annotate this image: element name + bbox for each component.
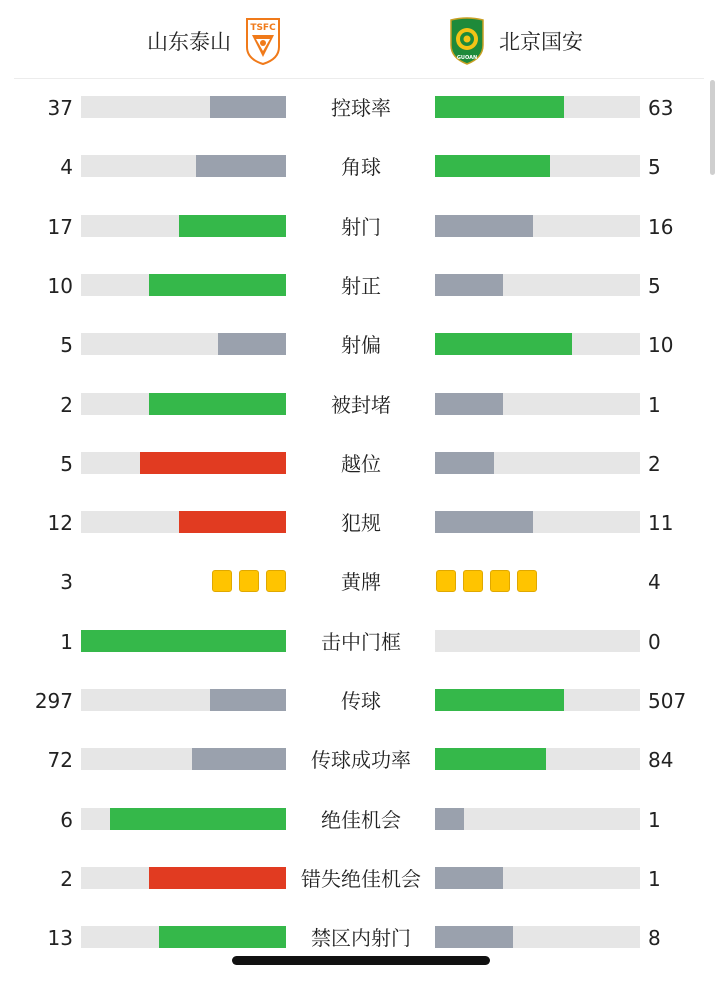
home-value: 3 xyxy=(60,570,73,595)
away-bar-track xyxy=(435,215,640,237)
away-team-name: 北京国安 xyxy=(499,30,583,54)
home-value: 297 xyxy=(34,689,73,713)
home-bar-fill xyxy=(149,393,286,415)
away-logo-text: GUOAN xyxy=(456,55,478,61)
home-bar-fill xyxy=(179,215,286,237)
home-value: 10 xyxy=(47,273,73,298)
away-team[interactable] xyxy=(447,16,583,66)
home-bar-fill xyxy=(149,274,286,296)
stat-label: 控球率 xyxy=(331,96,391,120)
home-value: 5 xyxy=(60,451,73,476)
teams-header xyxy=(0,0,719,78)
yellow-card-icon xyxy=(266,570,286,592)
home-bar-track xyxy=(81,215,286,237)
home-bar-track xyxy=(81,630,286,652)
stat-row xyxy=(0,316,719,375)
away-bar-fill xyxy=(435,748,546,770)
away-bar-track xyxy=(435,511,640,533)
stat-row xyxy=(0,376,719,435)
stat-label: 射偏 xyxy=(341,333,381,358)
away-value: 2 xyxy=(648,451,661,476)
yellow-card-icon xyxy=(490,570,510,592)
away-value: 5 xyxy=(648,273,661,298)
stat-label: 传球成功率 xyxy=(311,748,411,773)
home-logo-text: TSFC xyxy=(250,23,276,33)
away-bar-track xyxy=(435,393,640,415)
away-bar-fill xyxy=(435,393,503,415)
stat-label: 禁区内射门 xyxy=(311,926,411,951)
home-bar-fill xyxy=(149,867,286,889)
away-value: 1 xyxy=(648,392,661,417)
stat-label: 犯规 xyxy=(341,511,381,536)
home-bar-fill xyxy=(159,926,286,948)
away-bar-fill xyxy=(435,452,494,474)
home-bar-track xyxy=(81,808,286,830)
away-bar-track xyxy=(435,748,640,770)
away-bar-track xyxy=(435,96,640,118)
home-bar-fill xyxy=(110,808,286,830)
stat-label: 错失绝佳机会 xyxy=(301,866,421,891)
yellow-card-icon xyxy=(517,570,537,592)
home-value: 4 xyxy=(60,155,73,180)
away-value: 5 xyxy=(648,155,661,180)
scrollbar[interactable] xyxy=(710,80,715,175)
home-bar-fill xyxy=(192,748,286,770)
stat-label: 被封堵 xyxy=(331,392,391,417)
away-bar-fill xyxy=(435,333,572,355)
home-bar-track xyxy=(81,511,286,533)
home-team[interactable] xyxy=(147,16,283,66)
stat-label: 黄牌 xyxy=(341,570,381,595)
away-yellow-cards xyxy=(436,570,537,592)
away-value: 8 xyxy=(648,926,661,951)
home-bar-fill xyxy=(218,333,286,355)
home-value: 2 xyxy=(60,866,73,891)
home-bar-track xyxy=(81,96,286,118)
home-indicator[interactable] xyxy=(232,956,490,965)
stat-label: 绝佳机会 xyxy=(321,807,401,832)
home-bar-track xyxy=(81,155,286,177)
stat-row xyxy=(0,257,719,316)
stat-row xyxy=(0,198,719,257)
stat-row xyxy=(0,613,719,672)
stat-row xyxy=(0,672,719,731)
home-bar-track xyxy=(81,748,286,770)
away-value: 507 xyxy=(648,689,687,713)
home-bar-track xyxy=(81,867,286,889)
home-bar-fill xyxy=(196,155,286,177)
home-bar-fill xyxy=(210,689,286,711)
away-value: 0 xyxy=(648,629,661,654)
away-bar-track xyxy=(435,333,640,355)
home-bar-track xyxy=(81,333,286,355)
away-value: 1 xyxy=(648,807,661,832)
away-bar-track xyxy=(435,808,640,830)
away-bar-track xyxy=(435,452,640,474)
away-bar-fill xyxy=(435,96,564,118)
away-bar-fill xyxy=(435,926,513,948)
home-bar-fill xyxy=(140,452,286,474)
stat-row xyxy=(0,435,719,494)
away-bar-fill xyxy=(435,511,533,533)
stat-row xyxy=(0,494,719,553)
stat-label: 击中门框 xyxy=(321,629,401,654)
stat-label: 越位 xyxy=(341,451,381,476)
home-team-name: 山东泰山 xyxy=(147,30,231,54)
away-value: 16 xyxy=(648,214,674,239)
away-bar-track xyxy=(435,274,640,296)
home-bar-track xyxy=(81,689,286,711)
home-value: 72 xyxy=(47,748,73,773)
stat-label: 射门 xyxy=(341,214,381,239)
home-value: 5 xyxy=(60,333,73,358)
home-team-logo-icon xyxy=(243,17,283,65)
home-bar-fill xyxy=(179,511,286,533)
away-value: 63 xyxy=(648,96,674,120)
away-value: 1 xyxy=(648,866,661,891)
home-yellow-cards xyxy=(212,570,286,592)
stat-label: 角球 xyxy=(341,155,381,180)
away-bar-track xyxy=(435,926,640,948)
away-value: 4 xyxy=(648,570,661,595)
stat-row xyxy=(0,138,719,197)
away-bar-fill xyxy=(435,808,464,830)
away-bar-track xyxy=(435,630,640,652)
stat-row xyxy=(0,731,719,790)
home-value: 17 xyxy=(47,214,73,239)
away-bar-track xyxy=(435,155,640,177)
away-bar-fill xyxy=(435,689,564,711)
yellow-card-icon xyxy=(436,570,456,592)
home-value: 13 xyxy=(47,926,73,951)
home-value: 6 xyxy=(60,807,73,832)
home-value: 12 xyxy=(47,511,73,536)
home-bar-track xyxy=(81,926,286,948)
home-bar-fill xyxy=(81,630,286,652)
away-bar-fill xyxy=(435,215,533,237)
home-bar-track xyxy=(81,393,286,415)
away-bar-fill xyxy=(435,155,550,177)
home-bar-track xyxy=(81,452,286,474)
away-bar-track xyxy=(435,689,640,711)
away-bar-fill xyxy=(435,867,503,889)
yellow-card-icon xyxy=(463,570,483,592)
stat-row xyxy=(0,850,719,909)
home-bar-track xyxy=(81,274,286,296)
stat-row xyxy=(0,791,719,850)
home-value: 1 xyxy=(60,629,73,654)
stat-row xyxy=(0,553,719,612)
stat-label: 射正 xyxy=(341,273,381,298)
away-value: 10 xyxy=(648,333,674,358)
home-bar-fill xyxy=(210,96,286,118)
away-value: 84 xyxy=(648,748,674,773)
stat-row xyxy=(0,79,719,138)
away-team-logo-icon xyxy=(447,17,487,65)
away-bar-track xyxy=(435,867,640,889)
away-value: 11 xyxy=(648,511,674,536)
away-bar-fill xyxy=(435,274,503,296)
yellow-card-icon xyxy=(239,570,259,592)
home-value: 37 xyxy=(47,96,73,120)
stat-label: 传球 xyxy=(341,689,381,713)
yellow-card-icon xyxy=(212,570,232,592)
home-value: 2 xyxy=(60,392,73,417)
